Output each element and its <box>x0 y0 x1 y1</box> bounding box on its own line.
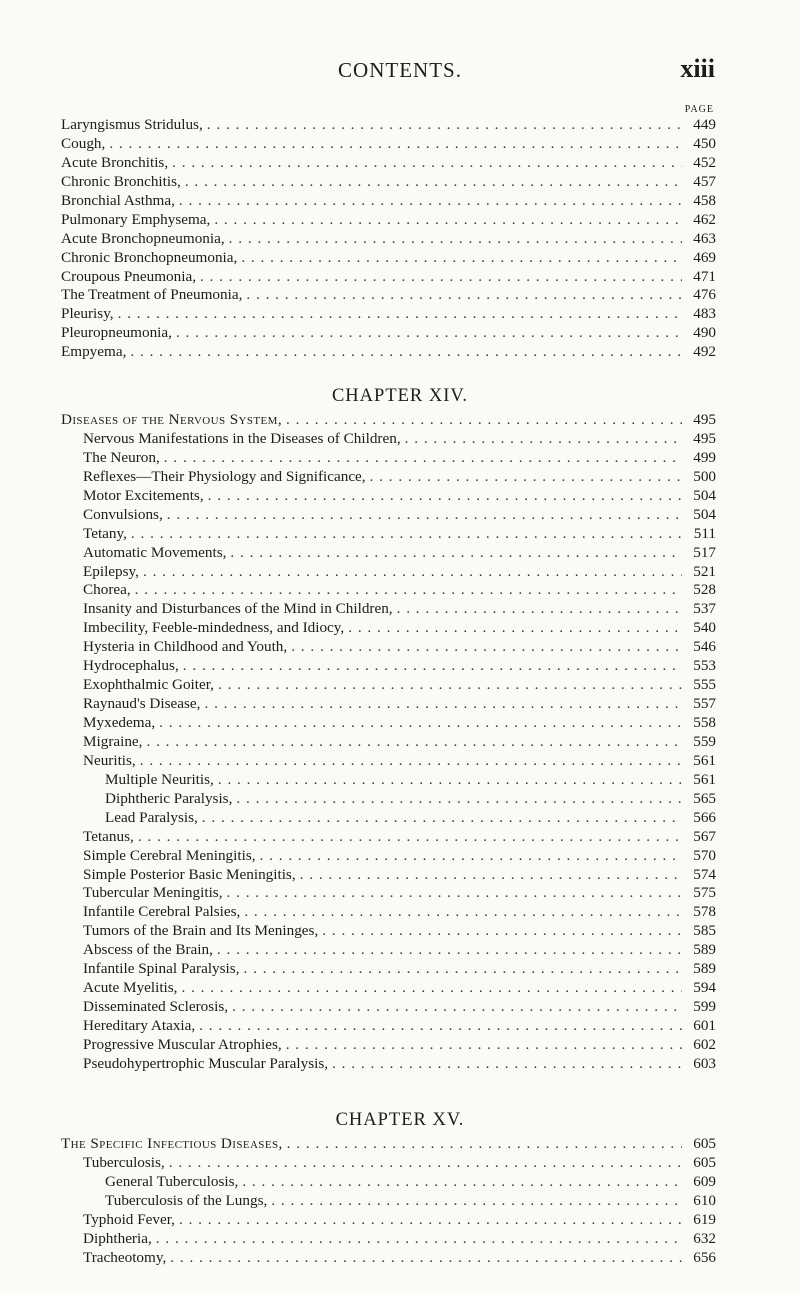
entry-page: 483 <box>693 305 716 323</box>
toc-entry <box>61 903 716 922</box>
toc-entry <box>61 1135 716 1154</box>
entry-title: Croupous Pneumonia, <box>61 267 196 285</box>
entry-title: Insanity and Disturbances of the Mind in Children, <box>83 600 393 618</box>
toc-entry <box>61 1017 716 1036</box>
entry-page: 555 <box>693 676 716 694</box>
leader-dots <box>230 544 682 563</box>
entry-title: Raynaud's Disease, <box>83 695 201 713</box>
toc-entry <box>61 154 716 173</box>
toc-entry <box>61 173 716 192</box>
leader-dots <box>218 771 682 790</box>
entry-title: Pseudohypertrophic Muscular Paralysis, <box>83 1054 329 1072</box>
entry-page: 578 <box>693 903 716 921</box>
entry-title: Pleurisy, <box>61 305 114 323</box>
leader-dots <box>167 506 682 525</box>
entry-title: Diseases of the Nervous System, <box>61 411 283 428</box>
leader-dots <box>200 268 682 287</box>
entry-page: 557 <box>693 695 716 713</box>
entry-page: 528 <box>693 581 716 599</box>
entry-title: Diphtheria, <box>83 1229 152 1247</box>
leader-dots <box>241 249 682 268</box>
entry-page: 537 <box>693 600 716 618</box>
toc-entry <box>61 790 716 809</box>
leader-dots <box>135 581 682 600</box>
entry-title: The Specific Infectious Diseases, <box>61 1135 283 1152</box>
entry-title: Automatic Movements, <box>83 543 227 561</box>
entry-page: 540 <box>693 619 716 637</box>
leader-dots <box>217 941 682 960</box>
entry-page: 619 <box>693 1210 716 1228</box>
entry-page: 490 <box>693 324 716 342</box>
toc-entry <box>61 714 716 733</box>
entry-page: 599 <box>693 998 716 1016</box>
toc-entry <box>61 657 716 676</box>
entry-title: Neuritis, <box>83 751 136 769</box>
leader-dots <box>140 752 682 771</box>
toc-entry <box>61 847 716 866</box>
toc-entry <box>61 544 716 563</box>
entry-page: 594 <box>693 979 716 997</box>
chapter-heading: CHAPTER XV. <box>335 1110 465 1130</box>
leader-dots <box>164 449 682 468</box>
toc-entry <box>61 211 716 230</box>
leader-dots <box>185 173 682 192</box>
leader-dots <box>300 866 682 885</box>
entry-page: 574 <box>693 865 716 883</box>
toc-entry <box>61 809 716 828</box>
leader-dots <box>131 525 682 544</box>
entry-title: Diphtheric Paralysis, <box>105 789 233 807</box>
toc-entry <box>61 866 716 885</box>
leader-dots <box>271 1192 682 1211</box>
entry-page: 656 <box>693 1248 716 1266</box>
toc-section-respiratory <box>61 116 716 362</box>
entry-title: Hereditary Ataxia, <box>83 1017 196 1034</box>
toc-entry <box>61 324 716 343</box>
entry-title: Exophthalmic Goiter, <box>83 676 214 694</box>
entry-title: Tetanus, <box>83 827 134 845</box>
entry-page: 546 <box>693 638 716 656</box>
leader-dots <box>322 922 682 941</box>
toc-section-chapter-xv <box>61 1135 716 1268</box>
entry-title: Tetany, <box>83 524 127 542</box>
entry-title: Lead Paralysis, <box>105 808 198 826</box>
entry-page: 561 <box>693 770 716 788</box>
leader-dots <box>236 790 682 809</box>
leader-dots <box>179 192 682 211</box>
entry-title: Laryngismus Stridulus, <box>61 116 203 133</box>
leader-dots <box>260 847 682 866</box>
entry-title: Hysteria in Childhood and Youth, <box>83 638 288 656</box>
entry-title: Reflexes—Their Physiology and Significance, <box>83 467 366 485</box>
entry-title: Simple Posterior Basic Meningitis, <box>83 865 296 883</box>
entry-title: Tumors of the Brain and Its Meninges, <box>83 922 319 940</box>
entry-page: 471 <box>693 267 716 285</box>
leader-dots <box>118 305 682 324</box>
entry-title: Progressive Muscular Atrophies, <box>83 1035 282 1053</box>
toc-entry <box>61 581 716 600</box>
leader-dots <box>156 1230 682 1249</box>
entry-page: 559 <box>693 732 716 750</box>
toc-entry <box>61 1173 716 1192</box>
entry-page: 499 <box>693 448 716 466</box>
leader-dots <box>146 733 682 752</box>
leader-dots <box>181 979 682 998</box>
toc-entry <box>61 249 716 268</box>
leader-dots <box>348 619 682 638</box>
toc-entry <box>61 676 716 695</box>
leader-dots <box>286 1036 682 1055</box>
toc-entry <box>61 116 716 135</box>
leader-dots <box>370 468 682 487</box>
entry-page: 589 <box>693 960 716 978</box>
toc-entry <box>61 752 716 771</box>
toc-entry <box>61 884 716 903</box>
entry-page: 495 <box>693 411 716 428</box>
entry-title: Infantile Spinal Paralysis, <box>83 960 240 978</box>
toc-entry <box>61 733 716 752</box>
leader-dots <box>202 809 682 828</box>
entry-title: Cough, <box>61 134 106 152</box>
entry-title: Acute Bronchitis, <box>61 153 169 171</box>
toc-entry <box>61 941 716 960</box>
toc-entry <box>61 411 716 430</box>
leader-dots <box>397 600 682 619</box>
toc-entry <box>61 192 716 211</box>
entry-page: 603 <box>693 1054 716 1072</box>
entry-page: 511 <box>693 524 716 542</box>
header-page-number: xiii <box>680 54 715 83</box>
entry-page: 462 <box>693 210 716 228</box>
leader-dots <box>199 1017 682 1036</box>
toc-entry <box>61 922 716 941</box>
entry-title: Tracheotomy, <box>83 1248 167 1266</box>
toc-entry <box>61 1036 716 1055</box>
toc-entry <box>61 1211 716 1230</box>
leader-dots <box>246 286 682 305</box>
entry-title: Disseminated Sclerosis, <box>83 998 229 1016</box>
entry-page: 567 <box>693 827 716 845</box>
leader-dots <box>143 563 682 582</box>
toc-entry <box>61 638 716 657</box>
toc-entry <box>61 135 716 154</box>
leader-dots <box>291 638 682 657</box>
entry-title: Nervous Manifestations in the Diseases of Children, <box>83 429 401 447</box>
toc-entry <box>61 695 716 714</box>
entry-page: 561 <box>693 751 716 769</box>
leader-dots <box>208 487 682 506</box>
entry-title: Chorea, <box>83 581 131 599</box>
entry-title: Myxedema, <box>83 714 156 731</box>
toc-entry <box>61 230 716 249</box>
toc-entry <box>61 1230 716 1249</box>
toc-entry <box>61 619 716 638</box>
toc-entry <box>61 960 716 979</box>
entry-title: Typhoid Fever, <box>83 1210 175 1228</box>
page-column-label: PAGE <box>684 104 714 115</box>
entry-title: The Treatment of Pneumonia, <box>61 286 243 304</box>
entry-title: General Tuberculosis, <box>105 1172 239 1190</box>
leader-dots <box>109 135 682 154</box>
entry-title: Acute Myelitis, <box>83 979 178 997</box>
chapter-heading: CHAPTER XIV. <box>331 386 469 406</box>
toc-entry <box>61 563 716 582</box>
leader-dots <box>232 998 682 1017</box>
leader-dots <box>244 960 683 979</box>
leader-dots <box>138 828 682 847</box>
entry-page: 585 <box>693 922 716 940</box>
leader-dots <box>183 657 682 676</box>
leader-dots <box>179 1211 682 1230</box>
toc-entry <box>61 1192 716 1211</box>
leader-dots <box>159 714 682 733</box>
toc-entry <box>61 771 716 790</box>
toc-entry <box>61 305 716 324</box>
entry-page: 463 <box>693 229 716 247</box>
entry-title: The Neuron, <box>83 448 160 466</box>
entry-page: 553 <box>693 657 716 675</box>
toc-entry <box>61 828 716 847</box>
entry-title: Epilepsy, <box>83 562 139 580</box>
toc-entry <box>61 979 716 998</box>
entry-page: 609 <box>693 1172 716 1190</box>
entry-page: 566 <box>693 808 716 826</box>
leader-dots <box>170 1249 682 1268</box>
leader-dots <box>214 211 682 230</box>
entry-page: 632 <box>693 1229 716 1247</box>
entry-title: Acute Bronchopneumonia, <box>61 229 225 247</box>
leader-dots <box>204 695 682 714</box>
toc-entry <box>61 1249 716 1268</box>
toc-entry <box>61 600 716 619</box>
entry-page: 476 <box>693 286 716 304</box>
leader-dots <box>332 1055 682 1074</box>
entry-title: Chronic Bronchitis, <box>61 172 181 190</box>
toc-entry <box>61 430 716 449</box>
leader-dots <box>218 676 682 695</box>
entry-page: 565 <box>693 789 716 807</box>
entry-page: 495 <box>693 429 716 447</box>
toc-section-chapter-xiv <box>61 411 716 1074</box>
toc-entry <box>61 343 716 362</box>
entry-page: 449 <box>693 116 716 133</box>
entry-title: Chronic Bronchopneumonia, <box>61 248 238 266</box>
entry-page: 457 <box>693 172 716 190</box>
entry-page: 504 <box>693 505 716 523</box>
entry-title: Multiple Neuritis, <box>105 770 214 788</box>
entry-page: 500 <box>693 467 716 485</box>
entry-page: 570 <box>693 846 716 864</box>
entry-title: Convulsions, <box>83 505 163 523</box>
entry-page: 558 <box>693 714 716 731</box>
toc-entry <box>61 449 716 468</box>
leader-dots <box>130 343 682 362</box>
toc-entry <box>61 286 716 305</box>
entry-page: 458 <box>693 191 716 209</box>
toc-entry <box>61 468 716 487</box>
entry-title: Pleuropneumonia, <box>61 324 172 342</box>
entry-title: Tubercular Meningitis, <box>83 884 223 902</box>
entry-title: Tuberculosis, <box>83 1153 165 1171</box>
entry-title: Imbecility, Feeble-mindedness, and Idiocy, <box>83 619 345 637</box>
entry-title: Bronchial Asthma, <box>61 191 175 209</box>
entry-title: Simple Cerebral Meningitis, <box>83 846 256 864</box>
leader-dots <box>244 903 682 922</box>
leader-dots <box>227 884 683 903</box>
leader-dots <box>207 116 682 135</box>
entry-title: Empyema, <box>61 343 127 361</box>
toc-entry <box>61 998 716 1017</box>
entry-page: 450 <box>693 134 716 152</box>
entry-page: 605 <box>693 1153 716 1171</box>
entry-title: Infantile Cerebral Palsies, <box>83 903 241 921</box>
toc-entry <box>61 525 716 544</box>
entry-page: 469 <box>693 248 716 266</box>
leader-dots <box>176 324 682 343</box>
leader-dots <box>169 1154 682 1173</box>
entry-page: 610 <box>693 1191 716 1209</box>
entry-page: 589 <box>693 941 716 959</box>
entry-page: 575 <box>693 884 716 902</box>
toc-entry <box>61 268 716 287</box>
leader-dots <box>172 154 682 173</box>
entry-title: Pulmonary Emphysema, <box>61 210 211 228</box>
toc-entry <box>61 1055 716 1074</box>
leader-dots <box>287 1135 682 1154</box>
leader-dots <box>405 430 682 449</box>
entry-page: 452 <box>693 153 716 171</box>
toc-entry <box>61 487 716 506</box>
entry-title: Motor Excitements, <box>83 486 204 504</box>
entry-title: Abscess of the Brain, <box>83 941 213 959</box>
entry-page: 517 <box>693 543 716 561</box>
entry-title: Hydrocephalus, <box>83 657 179 675</box>
leader-dots <box>242 1173 682 1192</box>
entry-page: 602 <box>693 1035 716 1053</box>
toc-entry <box>61 1154 716 1173</box>
entry-page: 521 <box>693 562 716 580</box>
entry-title: Tuberculosis of the Lungs, <box>105 1191 268 1209</box>
leader-dots <box>286 411 682 430</box>
entry-title: Migraine, <box>83 732 143 750</box>
entry-page: 492 <box>693 343 716 361</box>
leader-dots <box>229 230 682 249</box>
toc-entry <box>61 506 716 525</box>
entry-page: 601 <box>693 1017 716 1034</box>
header-title: CONTENTS. <box>338 58 462 82</box>
running-header <box>0 52 800 82</box>
entry-page: 605 <box>693 1135 716 1152</box>
entry-page: 504 <box>693 486 716 504</box>
